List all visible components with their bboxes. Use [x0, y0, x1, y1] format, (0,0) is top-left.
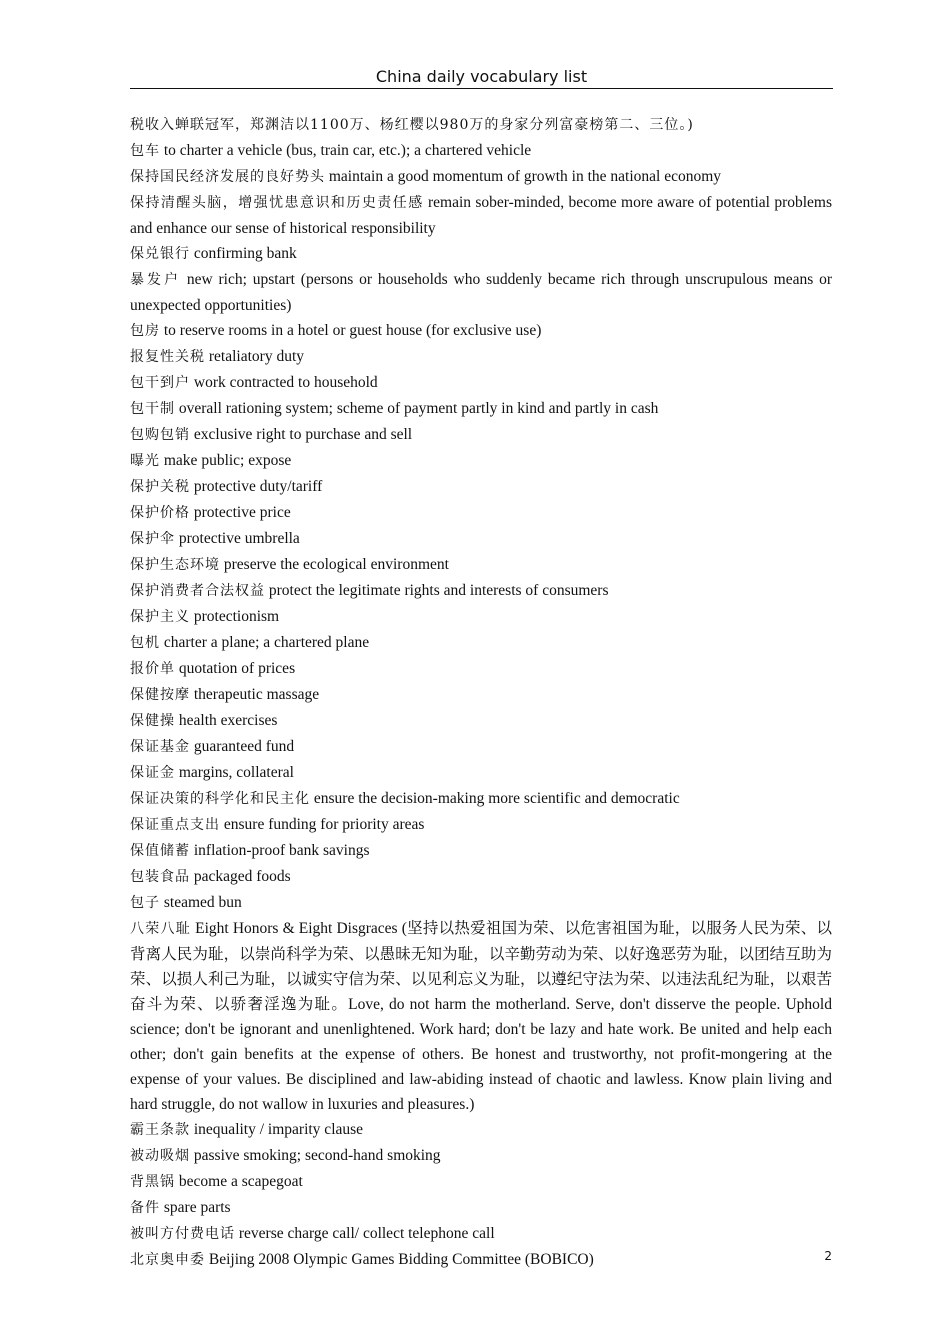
entry-definition: ensure funding for priority areas: [223, 816, 425, 833]
entry-term: 八荣八耻: [130, 921, 191, 937]
entry-definition: passive smoking; second-hand smoking: [193, 1147, 441, 1164]
entry-term: 保持国民经济发展的良好势头: [130, 169, 325, 185]
entry-term: 被叫方付费电话: [130, 1226, 235, 1242]
entry-term: 保持清醒头脑，增强忧患意识和历史责任感: [130, 195, 424, 211]
entry-term: 保护主义: [130, 609, 190, 625]
vocabulary-entry: [130, 396, 832, 422]
entry-definition: therapeutic massage: [193, 686, 320, 703]
entry-definition: protective duty/tariff: [193, 478, 323, 495]
entry-term: 包装食品: [130, 869, 190, 885]
entry-definition: inequality / imparity clause: [193, 1121, 364, 1138]
page-header-title: China daily vocabulary list: [130, 66, 833, 89]
vocabulary-entry: [130, 1195, 832, 1221]
entry-definition: exclusive right to purchase and sell: [193, 426, 413, 443]
entry-definition: protectionism: [193, 608, 280, 625]
entry-definition: ensure the decision-making more scientific and democratic: [313, 790, 680, 807]
vocabulary-entry: [130, 422, 832, 448]
entry-definition: maintain a good momentum of growth in the national economy: [328, 168, 722, 185]
vocabulary-entry: [130, 656, 832, 682]
entry-term: 包房: [130, 323, 160, 339]
entry-term: 税收入蝉联冠军，郑渊洁以1100万、杨红樱以980万的身家分列富豪榜第二、三位。): [130, 117, 694, 133]
vocabulary-entry: [130, 864, 832, 890]
entry-term: 保值储蓄: [130, 843, 190, 859]
entry-definition: reverse charge call/ collect telephone call: [238, 1225, 495, 1242]
entry-term: 北京奥申委: [130, 1252, 205, 1268]
vocabulary-entry: [130, 267, 832, 318]
entry-definition: protective umbrella: [178, 530, 300, 547]
entry-term: 包购包销: [130, 427, 190, 443]
entry-definition: guaranteed fund: [193, 738, 295, 755]
vocabulary-entry: [130, 734, 832, 760]
entry-definition: protective price: [193, 504, 291, 521]
entry-definition: overall rationing system; scheme of payment partly in kind and partly in cash: [178, 400, 659, 417]
entry-term: 保健操: [130, 713, 175, 729]
entry-definition: Eight Honors & Eight Disgraces (坚持以热爱祖国为荣、以危害祖国为耻，以服务人民为荣、以背离人民为耻，以崇尚科学为荣、以愚昧无知为耻，以辛勤劳动为荣、以好逸恶劳为耻，以团结互助为荣、以损人利己为耻，以诚实守信为荣、以见利忘义为耻，以遵纪守法为荣、以违法乱纪为耻，以艰苦奋斗为荣、以骄奢淫逸为耻。Love, do not harm the motherland. Serve, don't disserve the people. Uphold science; don't be ignorant and unenlightened. Work hard; don't be lazy and hate work. Be united and help each other; don't gain benefits at the expense of others. Be honest and trustworthy, not profit-mongering at the expense of your values. Be disciplined and law-abiding instead of chaotic and lawless. Know plain living and hard struggle, do not wallow in luxuries and pleasures.): [130, 920, 833, 1113]
entry-term: 背黑锅: [130, 1174, 175, 1190]
entry-term: 保护伞: [130, 531, 175, 547]
vocabulary-entry: [130, 786, 832, 812]
entry-definition: remain sober-minded, become more aware of potential problems and enhance our sense of historical responsibility: [130, 194, 833, 237]
vocabulary-entry: [130, 630, 832, 656]
vocabulary-entry: [130, 552, 832, 578]
vocabulary-entry: [130, 500, 832, 526]
vocabulary-entry: [130, 1247, 832, 1273]
entry-term: 曝光: [130, 453, 160, 469]
entry-term: 包干到户: [130, 375, 190, 391]
vocabulary-entry: [130, 812, 832, 838]
entry-definition: inflation-proof bank savings: [193, 842, 370, 859]
vocabulary-entry: [130, 760, 832, 786]
entry-definition: spare parts: [163, 1199, 231, 1216]
entry-term: 保兑银行: [130, 246, 190, 262]
vocabulary-entry: [130, 344, 832, 370]
vocabulary-entry: [130, 448, 832, 474]
entry-term: 保证基金: [130, 739, 190, 755]
vocabulary-entry: [130, 474, 832, 500]
vocabulary-entry: [130, 708, 832, 734]
entry-definition: Beijing 2008 Olympic Games Bidding Committee (BOBICO): [208, 1251, 594, 1268]
vocabulary-entry: [130, 1221, 832, 1247]
vocabulary-entry: [130, 1143, 832, 1169]
entry-term: 暴发户: [130, 272, 181, 288]
vocabulary-entry: [130, 138, 832, 164]
entry-definition: make public; expose: [163, 452, 292, 469]
entry-definition: quotation of prices: [178, 660, 296, 677]
entry-definition: to charter a vehicle (bus, train car, etc.); a chartered vehicle: [163, 142, 532, 159]
page-number: 2: [824, 1249, 832, 1263]
entry-definition: new rich; upstart (persons or households who suddenly became rich through unscrupulous means or unexpected opportunities): [130, 271, 833, 314]
vocabulary-entry: [130, 890, 832, 916]
entry-term: 保护消费者合法权益: [130, 583, 265, 599]
entry-term: 霸王条款: [130, 1122, 190, 1138]
entry-definition: confirming bank: [193, 245, 297, 262]
entry-definition: charter a plane; a chartered plane: [163, 634, 370, 651]
vocabulary-entry: [130, 318, 832, 344]
vocabulary-entry: [130, 838, 832, 864]
vocabulary-entry: [130, 241, 832, 267]
entry-term: 包车: [130, 143, 160, 159]
vocabulary-entry: [130, 1117, 832, 1143]
entry-term: 包干制: [130, 401, 175, 417]
entry-definition: retaliatory duty: [208, 348, 304, 365]
entry-term: 保证决策的科学化和民主化: [130, 791, 310, 807]
entry-definition: steamed bun: [163, 894, 242, 911]
entry-term: 保护价格: [130, 505, 190, 521]
entry-term: 备件: [130, 1200, 160, 1216]
entry-definition: health exercises: [178, 712, 278, 729]
vocabulary-entry: [130, 526, 832, 552]
entry-term: 保护关税: [130, 479, 190, 495]
entry-definition: work contracted to household: [193, 374, 378, 391]
vocabulary-entry: [130, 112, 832, 138]
entry-term: 被动吸烟: [130, 1148, 190, 1164]
entry-term: 保证金: [130, 765, 175, 781]
vocabulary-entry: [130, 370, 832, 396]
entry-definition: become a scapegoat: [178, 1173, 303, 1190]
entry-term: 包子: [130, 895, 160, 911]
vocabulary-entry: [130, 1169, 832, 1195]
vocabulary-entry: [130, 682, 832, 708]
vocabulary-entry: [130, 164, 832, 190]
entry-term: 报复性关税: [130, 349, 205, 365]
vocabulary-entry: [130, 916, 832, 1117]
entry-definition: to reserve rooms in a hotel or guest house (for exclusive use): [163, 322, 542, 339]
entry-definition: margins, collateral: [178, 764, 294, 781]
entry-term: 保证重点支出: [130, 817, 220, 833]
vocabulary-entry: [130, 604, 832, 630]
entry-term: 报价单: [130, 661, 175, 677]
entry-term: 包机: [130, 635, 160, 651]
vocabulary-entry: [130, 190, 832, 241]
entry-definition: protect the legitimate rights and interests of consumers: [268, 582, 609, 599]
entry-term: 保护生态环境: [130, 557, 220, 573]
vocabulary-entry: [130, 578, 832, 604]
entry-term: 保健按摩: [130, 687, 190, 703]
entry-definition: packaged foods: [193, 868, 291, 885]
entry-definition: preserve the ecological environment: [223, 556, 449, 573]
vocabulary-list: [130, 112, 832, 1273]
